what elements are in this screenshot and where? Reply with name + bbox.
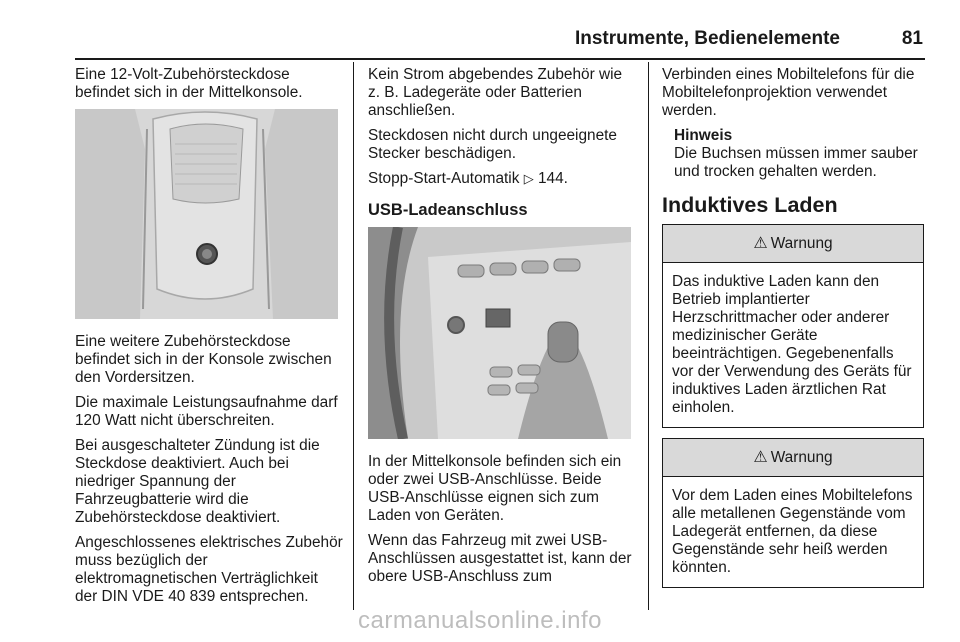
watermark: carmanualsonline.info xyxy=(358,607,602,634)
warning-text: Vor dem Laden eines Mobiltelefons alle metallenen Gegenstände vom Ladegerät entfernen, da diese Gegenstände sehr heiß werden könnten. xyxy=(672,487,913,576)
note-text: Die Buchsen müssen immer sauber und trocken gehalten werden. xyxy=(674,145,918,180)
page-number: 81 xyxy=(901,28,923,49)
paragraph: Eine weitere Zubehörsteckdose befindet sich in der Konsole zwischen den Vordersitzen. xyxy=(75,333,332,386)
reference-arrow-icon: ▷ xyxy=(523,171,534,186)
warning-triangle-icon: ⚠ xyxy=(753,234,768,252)
usb-port-illustration xyxy=(368,227,631,439)
page-header-title: Instrumente, Bedienelemente xyxy=(574,28,840,49)
section-title: Induktives Laden xyxy=(662,193,838,217)
warning-label: Warnung xyxy=(770,234,833,252)
paragraph: Bei ausgeschalteter Zündung ist die Steckdose deaktiviert. Auch bei niedriger Spannung der Fahrzeugbatterie wird die Zubehörsteckdose deaktiviert. xyxy=(75,437,320,526)
warning-box xyxy=(662,438,924,588)
paragraph: In der Mittelkonsole befinden sich ein oder zwei USB-Anschlüsse. Beide USB-Anschlüsse eignen sich zum Laden von Geräten. xyxy=(368,453,622,524)
column-divider-1 xyxy=(353,62,354,610)
column-1 xyxy=(75,66,343,613)
cross-reference-paragraph xyxy=(368,170,636,188)
cross-reference-page: 144. xyxy=(537,170,568,187)
column-3 xyxy=(662,66,930,598)
paragraph: Angeschlossenes elektrisches Zubehör muss bezüglich der elektromagnetischen Verträglichkeit der DIN VDE 40 839 entsprechen. xyxy=(75,534,343,605)
console-socket-illustration xyxy=(75,109,338,319)
paragraph: Steckdosen nicht durch ungeeignete Stecker beschädigen. xyxy=(368,127,617,162)
paragraph: Verbinden eines Mobiltelefons für die Mobiltelefonprojektion verwendet werden. xyxy=(662,66,915,119)
warning-triangle-icon: ⚠ xyxy=(753,448,768,466)
page-header xyxy=(0,24,960,58)
warning-box xyxy=(662,224,924,428)
subheading: USB-Ladeanschluss xyxy=(368,201,528,219)
column-divider-2 xyxy=(648,62,649,610)
usb-port-image xyxy=(368,227,631,439)
warning-text: Das induktive Laden kann den Betrieb implantierter Herzschrittmacher oder anderer medizinischer Geräte beeinträchtigen. Gegebenenfalls vor der Verwendung des Geräts für induktives Laden ärztlichen Rat einholen. xyxy=(672,273,912,416)
paragraph: Eine 12-Volt-Zubehörsteckdose befindet sich in der Mittelkonsole. xyxy=(75,66,303,101)
warning-header xyxy=(663,439,923,477)
warning-header xyxy=(663,225,923,263)
column-2 xyxy=(368,66,636,593)
cross-reference-text: Stopp-Start-Automatik xyxy=(368,170,520,187)
paragraph: Wenn das Fahrzeug mit zwei USB-Anschlüssen ausgestattet ist, kann der obere USB-Anschluss zum xyxy=(368,532,632,585)
note-title: Hinweis xyxy=(674,127,733,144)
console-socket-image xyxy=(75,109,338,319)
paragraph: Kein Strom abgebendes Zubehör wie z. B. Ladegeräte oder Batterien anschließen. xyxy=(368,66,623,119)
header-rule xyxy=(75,58,925,60)
paragraph: Die maximale Leistungsaufnahme darf 120 Watt nicht überschreiten. xyxy=(75,394,338,429)
warning-label: Warnung xyxy=(770,448,833,466)
